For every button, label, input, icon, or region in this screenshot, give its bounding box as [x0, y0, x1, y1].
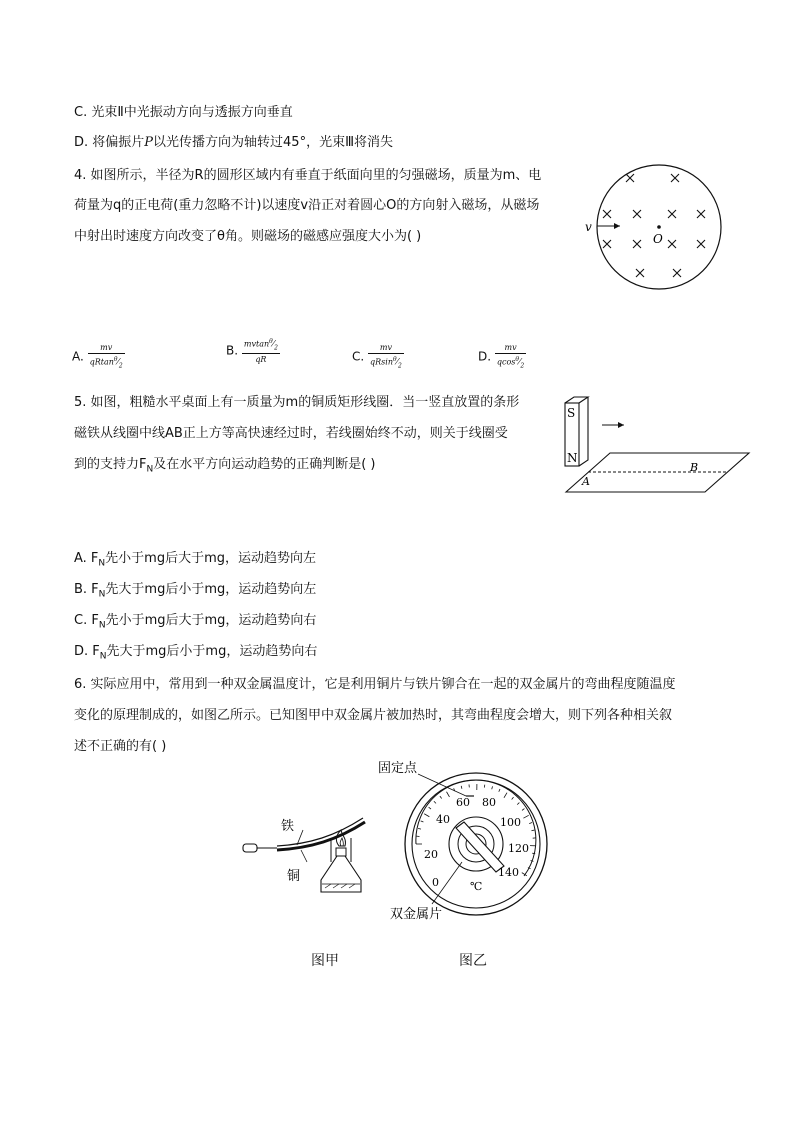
- scale-tick: [504, 793, 507, 798]
- q5-stem-line3: [74, 455, 376, 480]
- q5-option-a: [74, 549, 316, 574]
- dial-thermometer-figure: [372, 758, 572, 928]
- q3-option-d: [74, 133, 393, 152]
- q5-magnet-coil-figure: [560, 395, 755, 500]
- q5-stem-line1: 5. 如图，粗糙水平桌面上有一质量为m的铜质矩形线圈．当一竖直放置的条形: [74, 395, 520, 410]
- scale-tick: [522, 809, 524, 811]
- tick-label-0: 0: [432, 876, 439, 889]
- scale-tick: [499, 789, 500, 792]
- q4-option-d-label: D.: [478, 349, 492, 364]
- scale-tick: [421, 821, 424, 822]
- q5-option-b-sub: N: [98, 589, 106, 600]
- copper-label: 铜: [287, 869, 301, 884]
- fixed-point-label: 固定点: [378, 761, 418, 776]
- q5-option-d-post: 先大于mg后小于mg，运动趋势向右: [106, 644, 318, 659]
- q6-stem-line2: 变化的原理制成的，如图乙所示。已知图甲中双金属片被加热时，其弯曲程度会增大，则下列各种相关叙: [74, 708, 673, 723]
- scale-tick: [440, 796, 442, 798]
- q5-option-c-sub: N: [98, 620, 106, 631]
- point-b-label: B: [690, 461, 699, 474]
- scale-tick: [531, 830, 534, 831]
- q5-stem-line3-post: 及在水平方向运动趋势的正确判断是( ): [153, 457, 376, 472]
- magnet-s-label: S: [567, 406, 576, 420]
- q6-stem-line3: 述不正确的有( ): [74, 739, 167, 754]
- tick-label-80: 80: [482, 796, 496, 809]
- q4-option-b: B. $\frac{mvtan^\theta⁄_2}{qR}$: [226, 338, 278, 365]
- figure-b-caption: 图乙: [459, 953, 487, 969]
- scale-tick: [447, 792, 450, 797]
- scale-tick: [523, 815, 528, 818]
- scale-tick: [529, 822, 532, 823]
- magnet-n-label: N: [567, 451, 578, 465]
- tick-label-40: 40: [436, 813, 450, 826]
- velocity-label: v: [585, 220, 592, 234]
- tick-label-120: 120: [508, 842, 529, 855]
- q3-option-c: C. 光束Ⅱ中光振动方向与透振方向垂直: [74, 105, 293, 120]
- q4-option-a: A. $\frac{mv}{qRtan^\theta⁄_2}$: [72, 343, 123, 370]
- q5-option-d-pre: D. F: [74, 644, 100, 659]
- q5-option-b-post: 先大于mg后小于mg，运动趋势向左: [105, 582, 317, 597]
- q5-option-d-sub: N: [99, 651, 107, 662]
- q5-stem-line3-sub: N: [146, 464, 154, 475]
- figure-a-caption: 图甲: [311, 953, 339, 969]
- iron-label: 铁: [281, 819, 295, 834]
- tick-label-100: 100: [500, 816, 521, 829]
- q4-option-a-label: A.: [72, 349, 84, 364]
- point-a-label: A: [582, 475, 590, 488]
- unit-label: ℃: [470, 880, 483, 893]
- scale-tick: [517, 803, 519, 805]
- q4-magnetic-field-figure: [575, 160, 735, 295]
- q5-stem-line3-pre: 到的支持力F: [74, 457, 147, 472]
- scale-tick: [461, 786, 462, 789]
- tick-label-60: 60: [456, 796, 470, 809]
- bimetal-label: 双金属片: [390, 907, 443, 922]
- scale-tick: [492, 786, 493, 789]
- scale-tick: [434, 801, 436, 803]
- q4-stem-line1: 4. 如图所示，半径为R的圆形区域内有垂直于纸面向里的匀强磁场，质量为m、电: [74, 168, 542, 183]
- q5-option-b-pre: B. F: [74, 582, 99, 597]
- q6-stem-line1: 6. 实际应用中，常用到一种双金属温度计，它是利用铜片与铁片铆合在一起的双金属片的弯曲程度随温度: [74, 677, 676, 692]
- q4-option-b-label: B.: [226, 343, 239, 358]
- q4-stem-line2: 荷量为q的正电荷(重力忽略不计)以速度v沿正对着圆心O的方向射入磁场，从磁场: [74, 198, 540, 213]
- pointer-needle: [456, 822, 504, 872]
- bimetal-heating-figure: [235, 800, 385, 915]
- q5-option-a-post: 先小于mg后大于mg，运动趋势向左: [105, 551, 316, 566]
- q4-option-c: C. $\frac{mv}{qRsin^\theta⁄_2}$: [352, 343, 402, 370]
- scale-tick: [418, 828, 421, 829]
- center-point: [657, 225, 661, 229]
- scale-tick: [512, 797, 514, 799]
- q5-option-c-pre: C. F: [74, 613, 99, 628]
- q4-option-d: D. $\frac{mv}{qcos^\theta⁄_2}$: [478, 343, 525, 370]
- q5-stem-line2: 磁铁从线圈中线AB正上方等高快速经过时，若线圈始终不动，则关于线圈受: [74, 426, 508, 441]
- q4-option-c-label: C.: [352, 349, 365, 364]
- tick-label-20: 20: [424, 848, 438, 861]
- q5-option-c: [74, 611, 316, 636]
- burner-wick-holder: [336, 848, 346, 856]
- handle: [243, 844, 257, 852]
- center-label: O: [653, 232, 663, 246]
- scale-tick: [429, 807, 431, 809]
- q4-stem-line3: 中射出时速度方向改变了θ角。则磁场的磁感应强度大小为( ): [74, 229, 422, 244]
- q5-option-a-pre: A. F: [74, 551, 99, 566]
- q3-option-d-var: P: [144, 135, 154, 150]
- q5-option-a-sub: N: [98, 558, 106, 569]
- q5-option-b: [74, 580, 316, 605]
- q3-option-d-pre: D. 将偏振片: [74, 135, 145, 150]
- scale-tick: [424, 814, 429, 817]
- tick-label-140: 140: [498, 866, 519, 879]
- q5-option-c-post: 先小于mg后大于mg，运动趋势向右: [105, 613, 317, 628]
- q5-option-d: [74, 642, 317, 667]
- scale-tick: [531, 861, 534, 862]
- q3-option-d-post: 以光传播方向为轴转过45°，光束Ⅲ将消失: [153, 135, 394, 150]
